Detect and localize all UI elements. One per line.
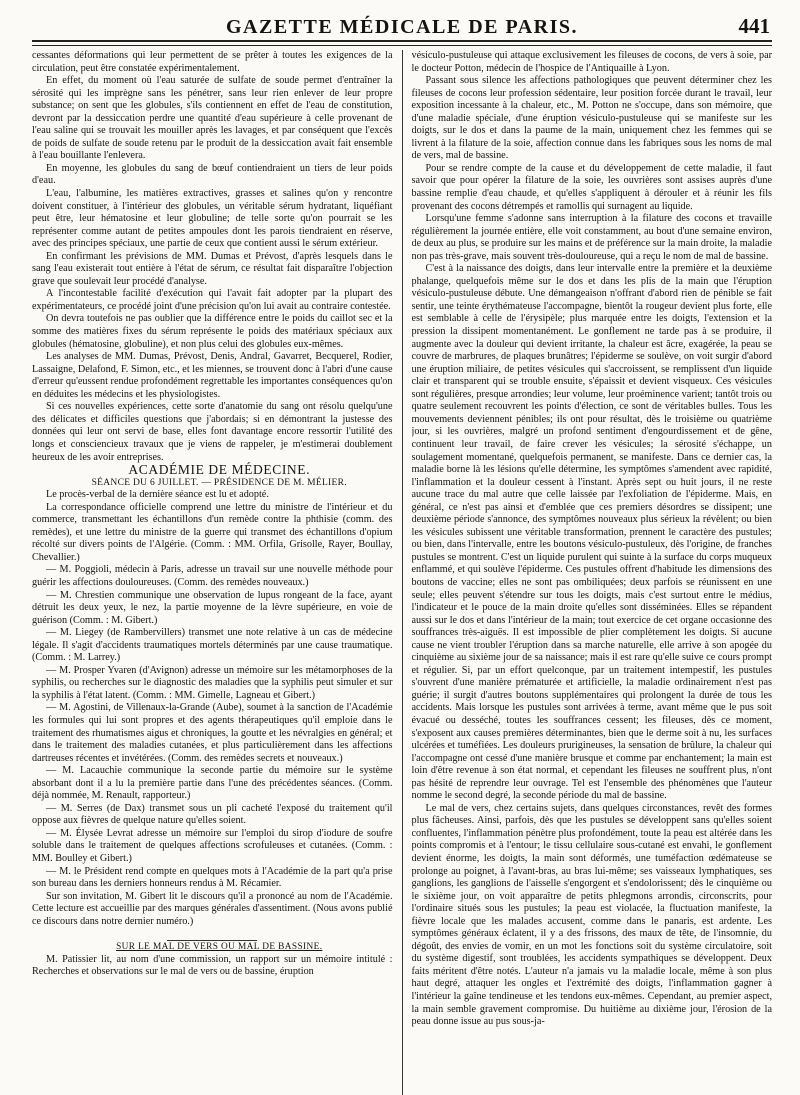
header-rule	[32, 42, 772, 46]
paragraph: — M. Agostini, de Villenaux-la-Grande (Aube), soumet à la sanction de l'Académie les formules qui lui sont propres et des agents thérapeutiques qu'il emploie dans le traitement des rhumatismes aigus et chroniques, la goutte et les névralgies en général; et dans le traitement des maladies cutanées, et plus particulièrement dans les affections dartreuses récentes et invétérées. (Comm. des remèdes secrets et nouveaux.)	[32, 702, 393, 764]
paragraph: — M. Poggioli, médecin à Paris, adresse un travail sur une nouvelle méthode pour guérir les affections douloureuses. (Comm. des remèdes nouveaux.)	[32, 564, 393, 588]
paragraph: Si ces nouvelles expériences, cette sorte d'anatomie du sang ont résolu quelqu'une des délicates et difficiles questions que j'abordais; si en démontrant la justesse des données qui leur ont servi de base, elles font davantage encore ressortir l'utilité des longs et consciencieux travaux que je viens de rappeler, je m'estimerai doublement heureux de les avoir entreprises.	[32, 401, 393, 463]
page-header	[32, 14, 772, 42]
left-column-report-start	[32, 954, 393, 979]
paragraph: cessantes déformations qui leur permettent de se prêter à toutes les exigences de la circulation, peut être constatée expérimentalement.	[32, 50, 393, 74]
paragraph: La correspondance officielle comprend une lettre du ministre de l'intérieur et du commerce, transmettant les échantillons d'un remède contre la phthisie (comm. des remèdes), et une lettre du ministre de la guerre qui transmet des échantillons d'opium récolté sur divers points de l'Algérie. (Comm. : MM. Orfila, Grisolle, Rayer, Boullay, Chevallier.)	[32, 501, 393, 563]
paragraph: — M. Liegey (de Rambervillers) transmet une note relative à un cas de médecine légale. Il s'agit d'accidents traumatiques mortels déterminés par une cause traumatique. (Comm. : M. Larrey.)	[32, 627, 393, 664]
paragraph: A l'incontestable facilité d'exécution qui l'avait fait adopter par la plupart des expérimentateurs, ce procédé joint d'une précision qu'on lui avait au contraire contestée.	[32, 288, 393, 312]
paragraph: Le procès-verbal de la dernière séance est lu et adopté.	[46, 489, 269, 501]
left-column-top-text	[32, 50, 393, 464]
paragraph: C'est à la naissance des doigts, dans leur intervalle entre la première et la deuxième phalange, quelquefois même sur le dos et dans les plis de la main que l'éruption vésiculo-pustuleuse débute. Une démangeaison n'offrant d'abord rien de pénible se fait sentir, une teinte érythémateuse l'accompagne, bientôt la rougeur devient plus forte, elle est semblable à celle de l'érysipèle; plus marquée entre les doigts, l'extension et la pression la dissipent momentanément. Le gonflement ne tarde pas à se produire, il augmente avec la douleur qui devient irritante, la chaleur est âcre, exagérée, la peau se couvre de marbrures, de plaques brunâtres; l'épiderme se soulève, on voit surgir d'abord une éruption miliaire, de petites vésicules qui s'accroissent, se remplissent d'un liquide clair et transparent qui se trouble ensuite, s'épaissit et devient visqueux. Ces vésicules sont régulières, presque arrondies; leur volume, leur proéminence varient; tantôt trois ou quatre seulement recouvrent les points d'élection, ce sont de véritables bulles. Tous les mouvements deviennent pénibles; ils ont pour résultat, dès le troisième ou quatrième jour, si les ouvrières, malgré un profond sentiment d'engourdissement et de gêne, continuent leur travail, de faire crever les vésicules; la sérosité s'échappe, un soulagement momentané, quelquefois permanent, se manifeste. Dans ce dernier cas, la maladie borne là les lésions qu'elle détermine, les symptômes s'amendent avec rapidité, l'inflammation et la douleur cessent à l'instant. Après sept ou huit jours, il ne reste aucune trace du mal autre que celle laissée par l'exfoliation de l'épiderme. Mais, en général, ce n'est pas ainsi et d'emblée que ces premiers désordres se dissipent; une deuxième période s'annonce, des symptômes nouveaux plus sérieux la révèlent; ou bien les vésicules subissent une véritable transformation, prennent le caractère des pustules; ou bien, dans l'intervalle, entre les boutons vésiculo-pustuleux, dès l'origine, de franches pustules se montrent. C'est un liquide purulent qui suinte à la surface du corps muqueux enflammé, et qui soulève l'épiderme. Ces pustules offrent d'habitude les dimensions des boutons de vaccine; elles ne sont pas ombiliquées; deux parfois se réunissent en une seule; elles peuvent s'étendre sur tous les doigts, mais c'est surtout entre le médius, l'indicateur et le pouce de la main droite qu'elles sont disséminées. Elles se répandent aussi sur le dos et dans l'intérieur de la main; tout exercice de cet organe occasionne des souffrances très-aiguës. Il est impossible de plier complètement les doigts. Si aucune cause ne vient troubler l'éruption dans sa marche naturelle, elle arrive à son apogée du cinquième au sixième jour de sa naissance; mais il est rare qu'elle suive ce cours prompt et régulier. Si, par un effort quelconque, par un traitement intempestif, les pustules s'ouvrent d'une manière prématurée et artificielle, la maladie ordinairement n'est pas guérie; il surgit d'autres boutons supplémentaires qui prolongent la durée de tous les accidents. Mais lorsque les pustules sont arrivées à terme, avant même que le pus soit évacué ou desséché, toutes les souffrances cessent; les fileuses, dès ce moment, s'exposent aux causes premières déterminantes, bien que le derme soit à nu, les surfaces ulcérées et tuméfiées. Les douleurs prurigineuses, la sensation de brûlure, la chaleur qui l'accompagne ont cessé d'une manière brusque et comme par enchantement; la main est loin d'être revenue à son état normal, et cependant les fileuses ne souffrent plus, n'ont pas hésité de reprendre leur ouvrage. Tel est l'ensemble des phénomènes que l'auteur nomme le second degré, la seconde période du mal de bassine.	[411, 263, 772, 802]
paragraph: vésiculo-pustuleuse qui attaque exclusivement les fileuses de cocons, de vers à soie, par le docteur Potton, médecin de l'hospice de l'Antiquaille à Lyon.	[411, 50, 772, 74]
sitting-heading: SÉANCE DU 6 JUILLET. — PRÉSIDENCE DE M. MÉLIER.	[91, 477, 347, 488]
paragraph: Lorsqu'une femme s'adonne sans interruption à la filature des cocons et travaille régulièrement la journée entière, elle voit constamment, au bout d'une semaine environ, de deux au plus, se produire sur les mains et de préférence sur la main droite, la maladie non pas très-grave, mais souvent très-douloureuse, qui a reçu le nom de mal de bassine.	[411, 213, 772, 262]
paragraph: On devra toutefois ne pas oublier que la différence entre le poids du caillot sec et la somme des matières fixes du sérum représente le poids des matériaux spéciaux aux globules (hématosine, globuline), et non plus celui des globules eux-mêmes.	[32, 313, 393, 350]
paragraph: M. Patissier lit, au nom d'une commission, un rapport sur un mémoire intitulé : Recherches et observations sur le mal de vers ou de bassine, éruption	[32, 953, 393, 978]
paragraph: Les analyses de MM. Dumas, Prévost, Denis, Andral, Gavarret, Becquerel, Rodier, Lassaigne, Delafond, F. Simon, etc., et les miennes, se trouvent donc à l'abri d'une cause d'erreur qu'eussent rendue profondément regrettable les importantes conséquences qu'on en déduites les médecins et les physiologistes.	[32, 351, 393, 400]
right-column-text	[412, 50, 773, 1029]
right-column	[412, 50, 773, 1095]
paragraph: En effet, du moment où l'eau saturée de sulfate de soude permet d'entraîner la sérosité qui les imprègne sans les pénétrer, sans leur rien enlever de leur propre substance; on sent que les globules, s'ils contiennent en effet de l'eau de constitution, devront par la dessiccation perdre une quantité d'eau supérieure à celle provenant de l'eau saline qui se trouvait les mouiller après les lavages, et par conséquent que l'excès de poids de sulfate de soude retenu par le produit de la dessiccation avait fait ensemble à l'eau bouillante l'enlevera.	[32, 75, 393, 162]
paragraph: — M. Chrestien communique une observation de lupus rongeant de la face, ayant détruit les deux yeux, le nez, la partie moyenne de la lèvre supérieure, en voie de guérison (Comm. : M. Gibert.)	[32, 589, 393, 626]
column-divider	[402, 50, 403, 1095]
left-column-proceedings	[32, 489, 393, 928]
paragraph: — M. le Président rend compte en quelques mots à l'Académie de la part qu'a prise son bureau dans les derniers honneurs rendus à M. Récamier.	[32, 865, 393, 890]
paragraph: — M. Élysée Levrat adresse un mémoire sur l'emploi du sirop d'iodure de soufre soluble dans le traitement de quelques affections scrofuleuses et cutanées. (Comm. : MM. Boulley et Gibert.)	[32, 827, 393, 864]
report-subheading: SUR LE MAL DE VERS OU MAL DE BASSINE.	[116, 942, 323, 953]
paragraph: L'eau, l'albumine, les matières extractives, grasses et salines qu'on y rencontre doivent constituer, à l'intérieur des globules, un véritable sérum hydratant, liquéfiant peut être, leur hématosine et leur globuline; de telle sorte qu'on pourrait se les représenter comme autant de petites ampoules dont les parois tiendraient en réserve, avec des principes spéciaux, une partie de ceux que contient aussi le sérum extérieur.	[32, 188, 393, 250]
paragraph: Sur son invitation, M. Gibert lit le discours qu'il a prononcé au nom de l'Académie. Cette lecture est accueillie par des marques générales d'assentiment. (Nous avons publié ce discours dans notre dernier numéro.)	[32, 890, 393, 927]
journal-title: GAZETTE MÉDICALE DE PARIS.	[225, 15, 579, 38]
paragraph: Le mal de vers, chez certains sujets, dans quelques circonstances, revêt des formes plus fâcheuses. Ainsi, parfois, dès que les pustules se développent sans qu'elles soient confluentes, l'inflammation pénètre plus profondément, toute la peau est altérée dans les points compromis et à l'entour; le tissu cellulaire sous-cutané est envahi, le gonflement devient énorme, les doigts, la main sont déformés, une tuméfaction œdémateuse se prolonge au poignet, à l'avant-bras, au bras lui-même; ses vaisseaux lymphatiques, ses ganglions, les ganglions de l'aisselle s'engorgent et s'endolorissent; dès le cinquième ou le sixième jour, on voit apparaître de petits phlegmons arrondis, circonscrits, pour l'ordinaire situés sous les pustules; la peau est violacée, la fluctuation manifeste, la fièvre locale que les malades accusent, comme dans le panaris, est ardente. Les symptômes généraux éclatent, il y a des frissons, des maux de tête, de l'insomnie, du dégoût, des envies de vomir, en un mot les fonctions soit du système circulatoire, soit du système digestif, sont troublées, les accidents sympathiques se développent. Deux faits méritent d'être notés. L'auteur n'a jamais vu la maladie locale, même à son plus haut degré, attaquer les ongles et l'extrémité des doigts, l'inflammation gagner à l'intérieur la gaîne tendineuse et les tendons eux-mêmes. Cependant, au premier aspect, la main semble gravement compromise. Du huitième au dixième jour, l'érosion de la peau donne issue au pus sous-ja-	[411, 802, 772, 1028]
page-number: 441	[738, 14, 770, 38]
paragraph: — M. Prosper Yvaren (d'Avignon) adresse un mémoire sur les métamorphoses de la syphilis, ou recherches sur le diagnostic des maladies que la syphilis peut simuler et sur la syphilis à l'état latent. (Comm. : MM. Gimelle, Lagneau et Gibert.)	[32, 664, 393, 701]
section-title: ACADÉMIE DE MÉDECINE.	[128, 462, 311, 478]
paragraph: En moyenne, les globules du sang de bœuf contiendraient un tiers de leur poids d'eau.	[32, 162, 393, 187]
paragraph: — M. Serres (de Dax) transmet sous un pli cacheté l'exposé du traitement qu'il oppose aux fièvres de quelque nature qu'elles soient.	[32, 802, 393, 827]
paragraph: — M. Lacauchie communique la seconde partie du mémoire sur le système absorbant dont il a lu la première partie dans l'une des précédentes séances. (Comm. déjà nommée, M. Renault, rapporteur.)	[32, 765, 393, 802]
columns	[32, 50, 772, 1095]
left-column	[32, 50, 393, 1095]
paragraph: En confirmant les prévisions de MM. Dumas et Prévost, d'après lesquels dans le sang l'eau existerait tout entière à l'état de sérum, ce résultat fait disparaître l'objection grave que soulevait leur procédé d'analyse.	[32, 250, 393, 287]
paragraph: Pour se rendre compte de la cause et du développement de cette maladie, il faut savoir que pour opérer la filature de la soie, les ouvrières sont assises auprès d'une bassine remplie d'eau chaude, et qu'elles s'appliquent à dérouler et à réunir les fils provenant des cocons détrempés et ramollis qui surnagent au liquide.	[411, 162, 772, 212]
paragraph: Passant sous silence les affections pathologiques que peuvent déterminer chez les fileuses de cocons leur profession sédentaire, leur position forcée durant le travail, leur exposition incessante à la chaleur, etc., M. Potton ne s'occupe, dans son mémoire, que d'une maladie spéciale, d'une éruption vésiculo-pustuleuse qui se manifeste sur les doigts, sur le dos et dans la paume de la main, uniquement chez les femmes qui se livrent à la filature de la soie, affection connue dans les fabriques sous les noms de mal de vers, mal de bassine.	[411, 75, 772, 162]
